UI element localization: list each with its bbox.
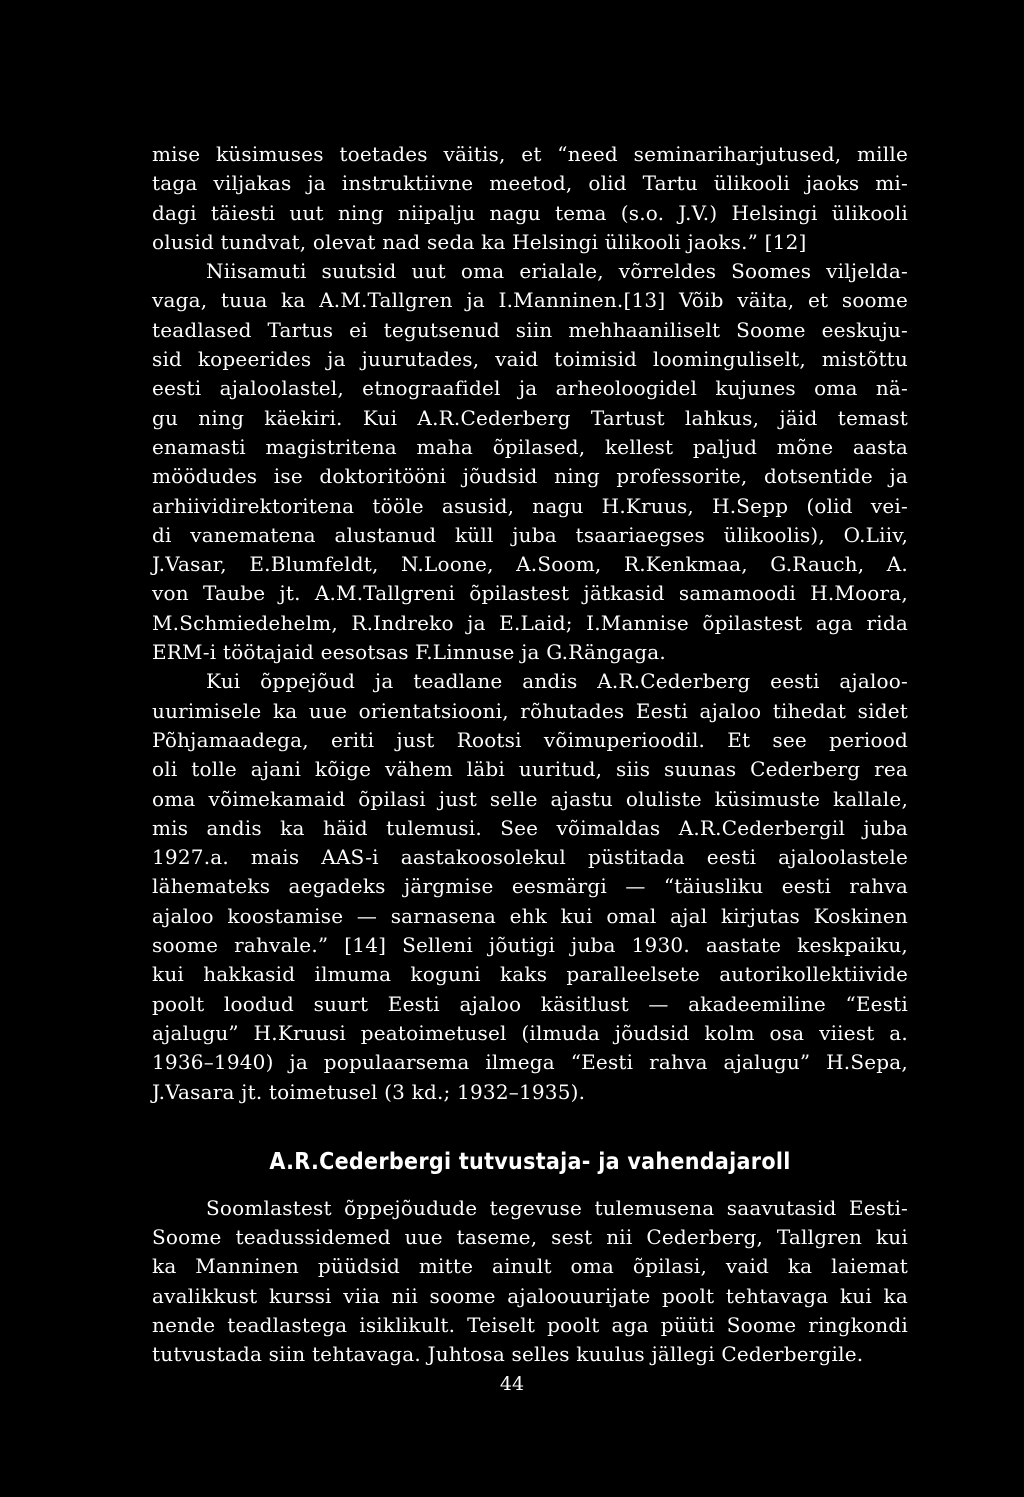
text-line: dagi täiesti uut ning niipalju nagu tema (s.o. J.V.) Helsingi ülikooli: [152, 200, 908, 225]
text-line: ajaloo koostamise — sarnasena ehk kui omal ajal kirjutas Koskinen: [152, 903, 908, 928]
text-line: mis andis ka häid tulemusi. See võimaldas A.R.Cederbergil juba: [152, 815, 908, 840]
text-line: Niisamuti suutsid uut oma erialale, võrreldes Soomes viljelda-: [206, 259, 908, 284]
text-line: von Taube jt. A.M.Tallgreni õpilastest jätkasid samamoodi H.Moora,: [152, 581, 908, 606]
text-line: teadlased Tartus ei tegutsenud siin mehhaaniliselt Soome eeskuju-: [152, 317, 908, 342]
text-line: poolt loodud suurt Eesti ajaloo käsitlust — akadeemiline “Eesti: [152, 991, 908, 1016]
text-line: eesti ajaloolastel, etnograafidel ja arheoloogidel kujunes oma nä-: [152, 376, 908, 401]
text-line: olusid tundvat, olevat nad seda ka Helsingi ülikooli jaoks.” [12]: [152, 229, 807, 254]
text-line: Kui õppejõud ja teadlane andis A.R.Cederberg eesti ajaloo-: [206, 669, 908, 694]
text-line: 1936–1940) ja populaarsema ilmega “Eesti rahva ajalugu” H.Sepa,: [152, 1050, 908, 1075]
text-line: M.Schmiedehelm, R.Indreko ja E.Laid; I.Mannise õpilastest aga rida: [152, 610, 908, 635]
paragraph-1: [152, 140, 908, 257]
section-heading: A.R.Cederbergi tutvustaja- ja vahendajaroll: [269, 1148, 791, 1175]
text-line: ERM-i töötajaid eesotsas F.Linnuse ja G.Rängaga.: [152, 640, 666, 665]
text-line: enamasti magistritena maha õpilased, kellest paljud mõne aasta: [152, 434, 908, 459]
text-line: 1927.a. mais AAS-i aastakoosolekul püstitada eesti ajaloolastele: [152, 845, 908, 870]
text-line: avalikkust kurssi viia nii soome ajaloouurijate poolt tehtavaga kui ka: [152, 1283, 908, 1308]
text-line: mise küsimuses toetades väitis, et “need seminariharjutused, mille: [152, 142, 908, 166]
text-line: ka Manninen püüdsid mitte ainult oma õpilasi, vaid ka laiemat: [152, 1254, 908, 1279]
paragraph-2: [152, 257, 908, 667]
text-line: oli tolle ajani kõige vähem läbi uuritud, siis suunas Cederberg rea: [152, 757, 908, 782]
text-line: möödudes ise doktoritööni jõudsid ning professorite, dotsentide ja: [152, 464, 908, 489]
text-line: J.Vasara jt. toimetusel (3 kd.; 1932–1935).: [152, 1079, 586, 1104]
text-line: soome rahvale.” [14] Selleni jõutigi juba 1930. aastate keskpaiku,: [152, 933, 908, 958]
text-line: nende teadlastega isiklikult. Teiselt poolt aga püüti Soome ringkondi: [152, 1312, 908, 1337]
paragraph-3: [152, 667, 908, 1106]
text-line: gu ning käekiri. Kui A.R.Cederberg Tartust lahkus, jäid temast: [152, 405, 908, 430]
page-body: [152, 140, 908, 1370]
text-line: J.Vasar, E.Blumfeldt, N.Loone, A.Soom, R.Kenkmaa, G.Rauch, A.: [152, 552, 908, 577]
text-line: arhiividirektoritena tööle asusid, nagu H.Kruus, H.Sepp (olid vei-: [152, 493, 908, 518]
text-line: kui hakkasid ilmuma koguni kaks paralleelsete autorikollektiivide: [152, 962, 908, 987]
text-line: di vanematena alustanud küll juba tsaariaegses ülikoolis), O.Liiv,: [152, 522, 908, 547]
text-line: Põhjamaadega, eriti just Rootsi võimuperioodil. Et see periood: [152, 727, 908, 752]
text-line: Soome teadussidemed uue taseme, sest nii Cederberg, Tallgren kui: [152, 1225, 908, 1250]
page-number: 44: [499, 1373, 525, 1395]
text-line: vaga, tuua ka A.M.Tallgren ja I.Manninen.[13] Võib väita, et soome: [152, 288, 908, 313]
paragraph-4: [152, 1194, 908, 1370]
text-line: sid kopeerides ja juurutades, vaid toimisid loominguliselt, mistõttu: [152, 347, 908, 372]
text-line: tutvustada siin tehtavaga. Juhtosa selles kuulus jällegi Cederbergile.: [152, 1342, 864, 1367]
text-line: Soomlastest õppejõudude tegevuse tulemusena saavutasid Eesti-: [206, 1195, 908, 1220]
text-line: taga viljakas ja instruktiivne meetod, olid Tartu ülikooli jaoks mi-: [152, 171, 908, 196]
text-line: lähemateks aegadeks järgmise eesmärgi — “täiusliku eesti rahva: [152, 874, 908, 899]
text-line: oma võimekamaid õpilasi just selle ajastu oluliste küsimuste kallale,: [152, 786, 908, 811]
text-line: ajalugu” H.Kruusi peatoimetusel (ilmuda jõudsid kolm osa viiest a.: [152, 1020, 908, 1045]
text-line: uurimisele ka uue orientatsiooni, rõhutades Eesti ajaloo tihedat sidet: [152, 698, 908, 723]
